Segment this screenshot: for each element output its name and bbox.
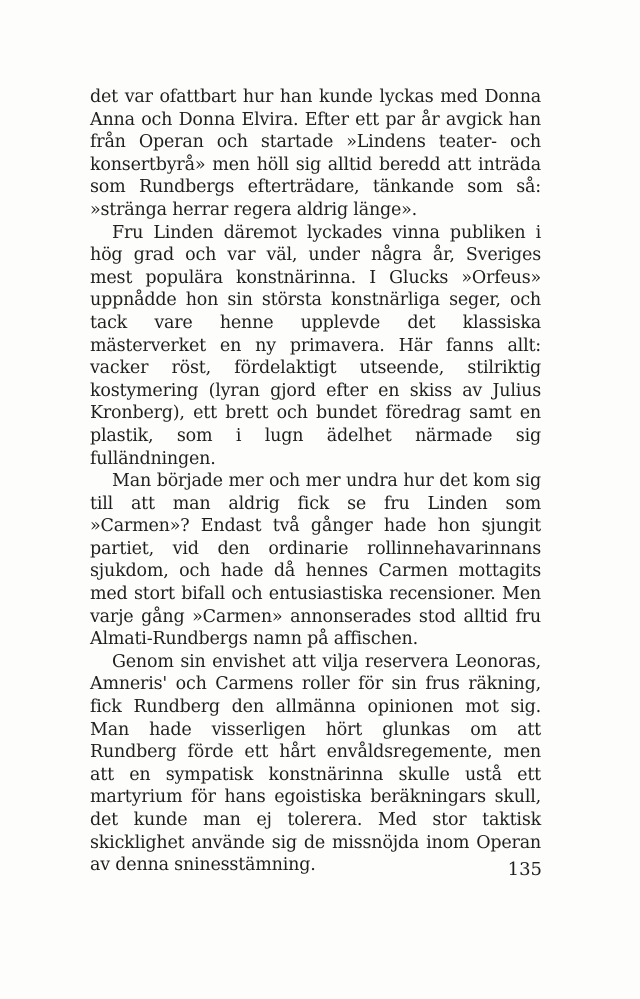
- book-page-body: [90, 86, 541, 877]
- paragraph-1: det var ofattbart hur han kunde lyckas med Donna Anna och Donna Elvira. Efter ett par år avgick han från Operan och startade »Lindens teater- och konsertbyrå» men höll sig alltid beredd att inträda som Rundbergs efterträdare, tänkande som så: »stränga herrar regera aldrig länge».: [90, 87, 541, 220]
- paragraph-4: Genom sin envishet att vilja reservera Leonoras, Amneris' och Carmens roller för sin frus räkning, fick Rundberg den allmänna opinionen mot sig. Man hade visserligen hört glunkas om att Rundberg förde ett hårt envåldsregemente, men att en sympatisk konstnärinna skulle ustå ett martyrium för hans egoistiska beräkningars skull, det kunde man ej tolerera. Med stor taktisk skicklighet använde sig de missnöjda inom Operan av denna sninesstämning.: [90, 651, 541, 876]
- paragraph-3: Man började mer och mer undra hur det kom sig till att man aldrig fick se fru Linden som »Carmen»? Endast två gånger hade hon sjungit partiet, vid den ordinarie rollinnehavarinnans sjukdom, och hade då hennes Carmen mottagits med stort bifall och entusiastiska recensioner. Men varje gång »Carmen» annonserades stod alltid fru Almati-Rundbergs namn på affischen.: [90, 471, 541, 650]
- page-number: 135: [507, 859, 542, 880]
- paragraph-2: Fru Linden däremot lyckades vinna publiken i hög grad och var väl, under några år, Sveriges mest populära konstnärinna. I Glucks »Orfeus» uppnådde hon sin största konstnärliga seger, och tack vare henne upplevde det klassiska mästerverket en ny primavera. Här fanns allt: vacker röst, fördelaktigt utseende, stilriktig kostymering (lyran gjord efter en skiss av Julius Kronberg), ett brett och bundet föredrag samt en plastik, som i lugn ädelhet närmade sig fulländningen.: [90, 222, 541, 469]
